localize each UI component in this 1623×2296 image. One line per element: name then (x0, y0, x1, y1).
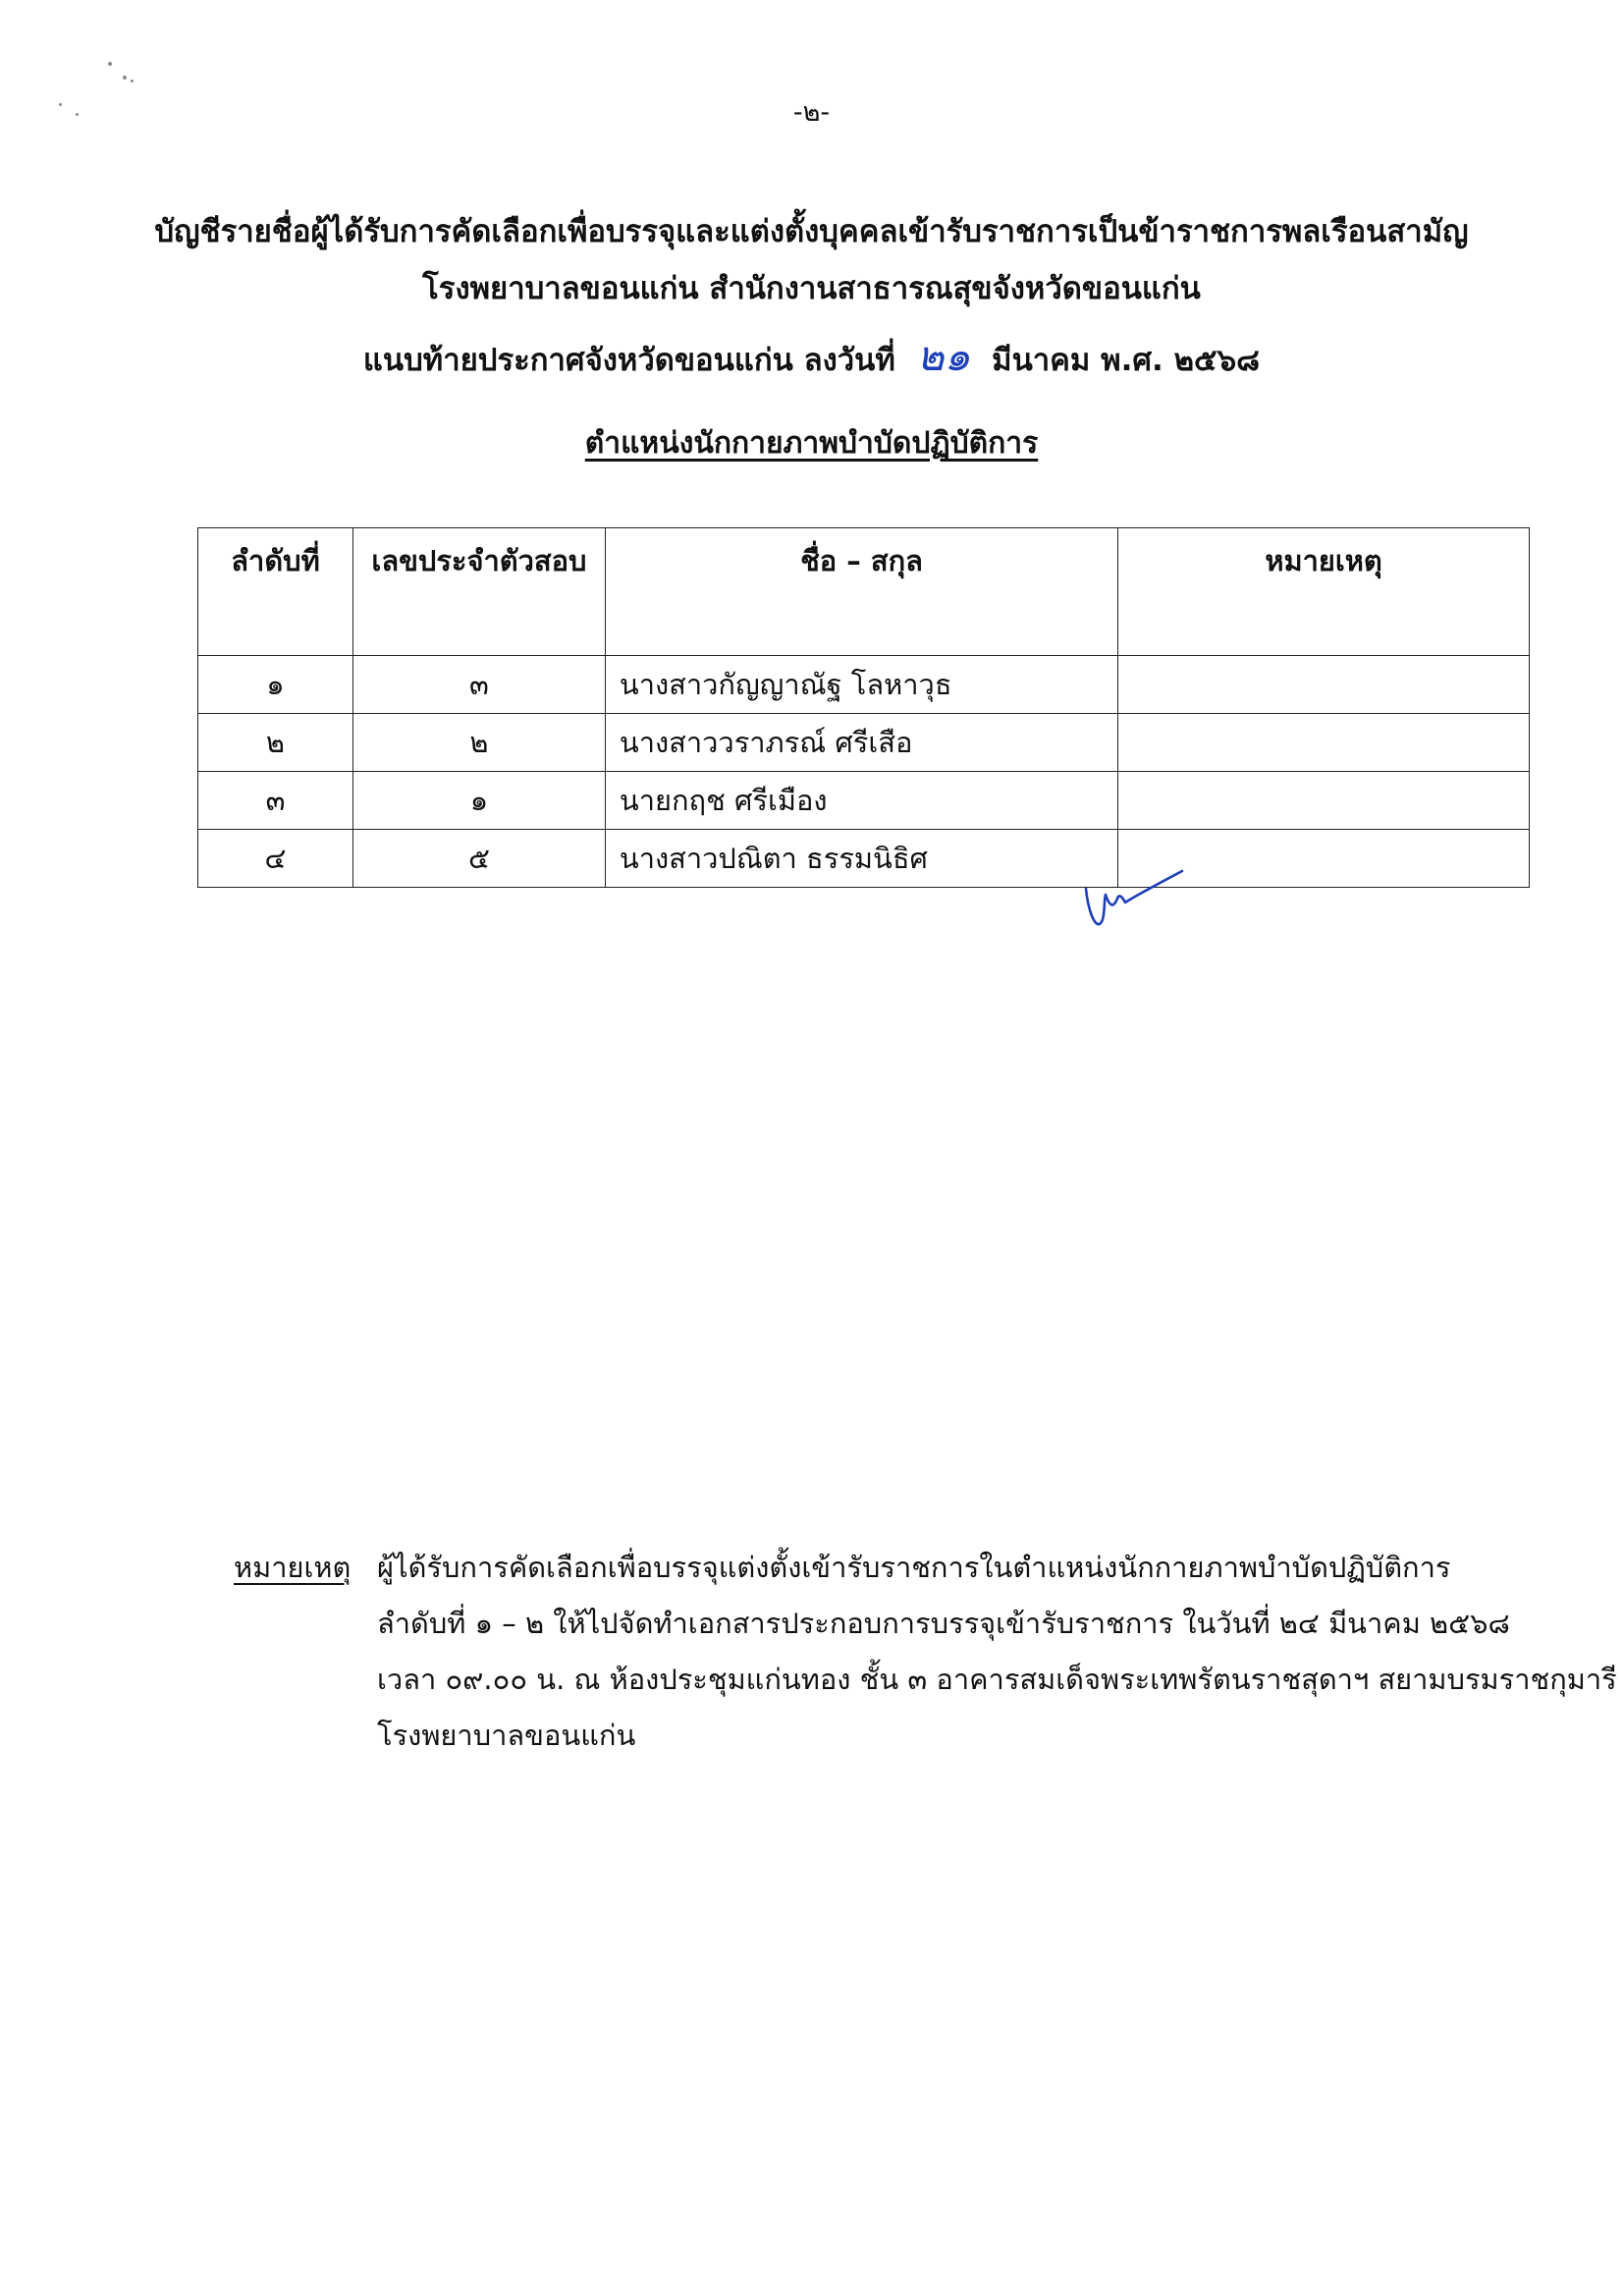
cell-exam-number: ๓ (352, 656, 605, 714)
cell-note (1118, 714, 1530, 772)
cell-index: ๓ (198, 772, 353, 830)
cell-note (1118, 772, 1530, 830)
footnote-line: ลำดับที่ ๑ – ๒ ให้ไปจัดทำเอกสารประกอบการบรรจุเข้ารับราชการ ในวันที่ ๒๔ มีนาคม ๒๕๖๘ (377, 1607, 1510, 1640)
cell-name: นางสาวกัญญาณัฐ โลหาวุธ (605, 656, 1117, 714)
document-title-line2: โรงพยาบาลขอนแก่น สำนักงานสาธารณสุขจังหวัดขอนแก่น (422, 271, 1201, 306)
header-exam-number: เลขประจำตัวสอบ (352, 528, 605, 656)
document-title-line3 (0, 324, 1623, 389)
announcement-date-suffix: มีนาคม พ.ศ. ๒๕๖๘ (992, 343, 1261, 378)
footnote-line: โรงพยาบาลขอนแก่น (377, 1719, 636, 1752)
table-row (198, 830, 1530, 888)
cell-name: นายกฤช ศรีเมือง (605, 772, 1117, 830)
table-row (198, 772, 1530, 830)
document-title-line1: บัญชีรายชื่อผู้ได้รับการคัดเลือกเพื่อบรรจุและแต่งตั้งบุคคลเข้ารับราชการเป็นข้าราชการพลเรือนสามัญ (154, 214, 1469, 249)
position-title-text: ตำแหน่งนักกายภาพบำบัดปฏิบัติการ (584, 426, 1039, 461)
handwritten-initials (1080, 859, 1188, 938)
cell-exam-number: ๕ (352, 830, 605, 888)
footnote-body (377, 1540, 1617, 1764)
footnote-label: หมายเหตุ (234, 1551, 352, 1584)
cell-exam-number: ๑ (352, 772, 605, 830)
position-title (0, 420, 1623, 466)
cell-index: ๒ (198, 714, 353, 772)
header-index: ลำดับที่ (198, 528, 353, 656)
handwritten-day: ๒๑ (916, 332, 971, 380)
candidate-table (197, 527, 1530, 888)
footnote-line: ผู้ได้รับการคัดเลือกเพื่อบรรจุแต่งตั้งเข้ารับราชการในตำแหน่งนักกายภาพบำบัดปฏิบัติการ (377, 1551, 1451, 1584)
table-row (198, 714, 1530, 772)
table-row (198, 656, 1530, 714)
announcement-date-prefix: แนบท้ายประกาศจังหวัดขอนแก่น ลงวันที่ (362, 343, 895, 378)
cell-index: ๑ (198, 656, 353, 714)
cell-name: นางสาววราภรณ์ ศรีเสือ (605, 714, 1117, 772)
cell-note (1118, 656, 1530, 714)
header-name: ชื่อ – สกุล (605, 528, 1117, 656)
cell-index: ๔ (198, 830, 353, 888)
table-header-row (198, 528, 1530, 656)
header-note: หมายเหตุ (1118, 528, 1530, 656)
cell-name: นางสาวปณิตา ธรรมนิธิศ (605, 830, 1117, 888)
cell-exam-number: ๒ (352, 714, 605, 772)
page-number: -๒- (792, 97, 831, 128)
footnote-line: เวลา ๐๙.๐๐ น. ณ ห้องประชุมแก่นทอง ชั้น ๓ อาคารสมเด็จพระเทพรัตนราชสุดาฯ สยามบรมราชกุมารี (377, 1663, 1617, 1696)
